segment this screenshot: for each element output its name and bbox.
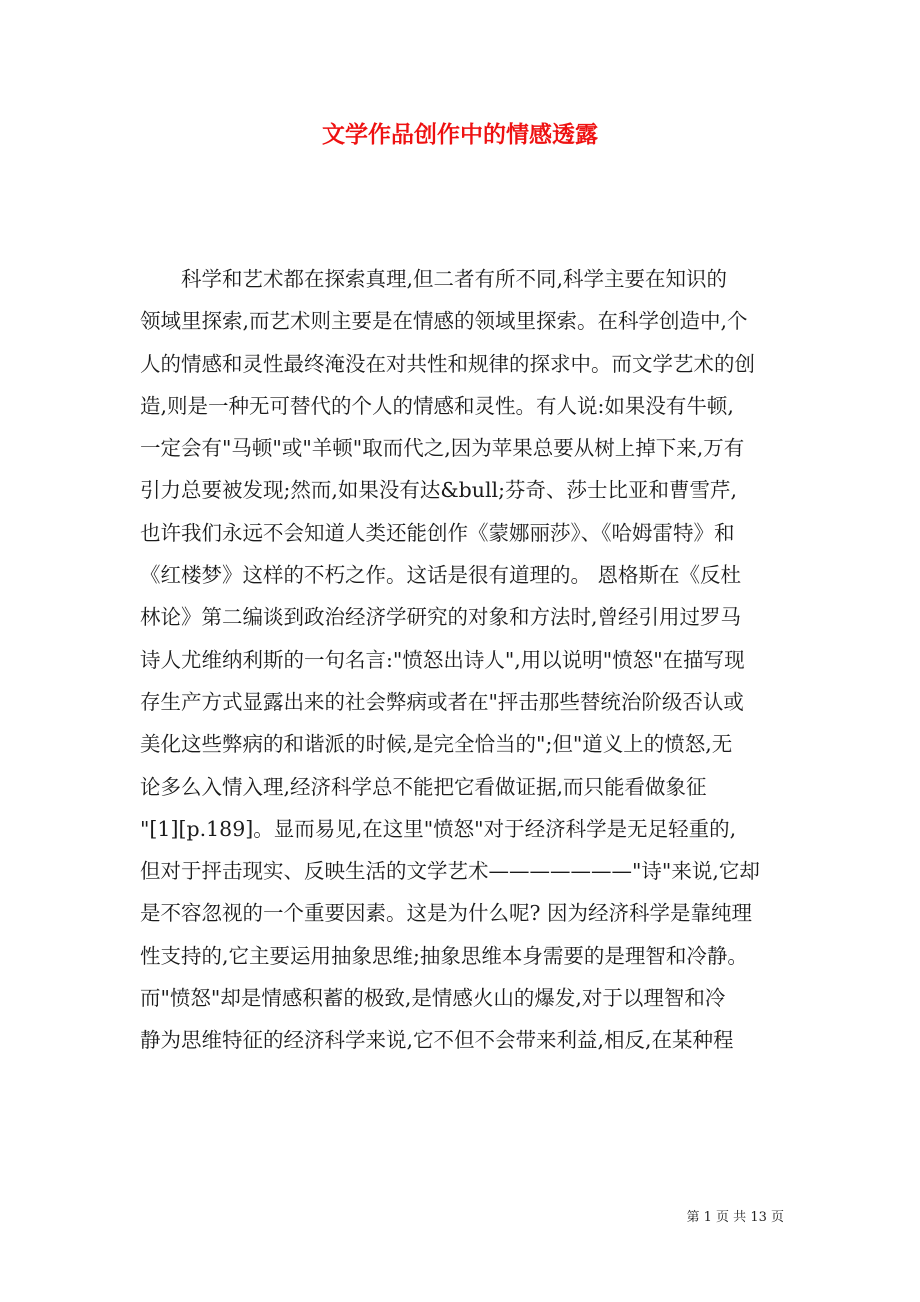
body-line: 造,则是一种无可替代的个人的情感和灵性。有人说:如果没有牛顿, [140,393,734,418]
body-line: 存生产方式显露出来的社会弊病或者在"抨击那些替统治阶级否认或 [140,689,744,714]
body-line: 但对于抨击现实、反映生活的文学艺术———————"诗"来说,它却 [140,859,760,884]
body-line: 人的情感和灵性最终淹没在对共性和规律的探求中。而文学艺术的创 [140,351,755,376]
body-line: 性支持的,它主要运用抽象思维;抽象思维本身需要的是理智和冷静。 [140,943,748,968]
body-line: 一定会有"马顿"或"羊顿"取而代之,因为苹果总要从树上掉下来,万有 [140,436,745,461]
body-line: 而"愤怒"却是情感积蓄的极致,是情感火山的爆发,对于以理智和冷 [140,986,726,1011]
body-line: 也许我们永远不会知道人类还能创作《蒙娜丽莎》、《哈姆雷特》和 [140,520,735,545]
body-line: 是不容忽视的一个重要因素。这是为什么呢? 因为经济科学是靠纯理 [140,901,753,926]
body-line: 诗人尤维纳利斯的一句名言:"愤怒出诗人",用以说明"愤怒"在描写现 [140,647,745,672]
body-line: 《红楼梦》这样的不朽之作。这话是很有道理的。 恩格斯在《反杜 [140,563,742,588]
body-line: 科学和艺术都在探索真理,但二者有所不同,科学主要在知识的 [140,267,728,291]
body-line: 领域里探索,而艺术则主要是在情感的领域里探索。在科学创造中,个 [140,309,748,334]
page-number-footer: 第 1 页 共 13 页 [686,1210,784,1225]
body-line: 林论》第二编谈到政治经济学研究的对象和方法时,曾经引用过罗马 [140,605,742,630]
body-line: 论多么入情入理,经济科学总不能把它看做证据,而只能看做象征 [140,774,707,799]
body-line: 美化这些弊病的和谐派的时候,是完全恰当的";但"道义上的愤怒,无 [140,732,733,757]
body-line: 静为思维特征的经济科学来说,它不但不会带来利益,相反,在某种程 [140,1028,734,1053]
body-line: 引力总要被发现;然而,如果没有达&bull;芬奇、莎士比亚和曹雪芹, [140,478,738,503]
document-body [140,258,782,1062]
document-title: 文学作品创作中的情感透露 [322,121,598,148]
body-line: "[1][p.189]。显而易见,在这里"愤怒"对于经济科学是无足轻重的, [140,816,737,841]
